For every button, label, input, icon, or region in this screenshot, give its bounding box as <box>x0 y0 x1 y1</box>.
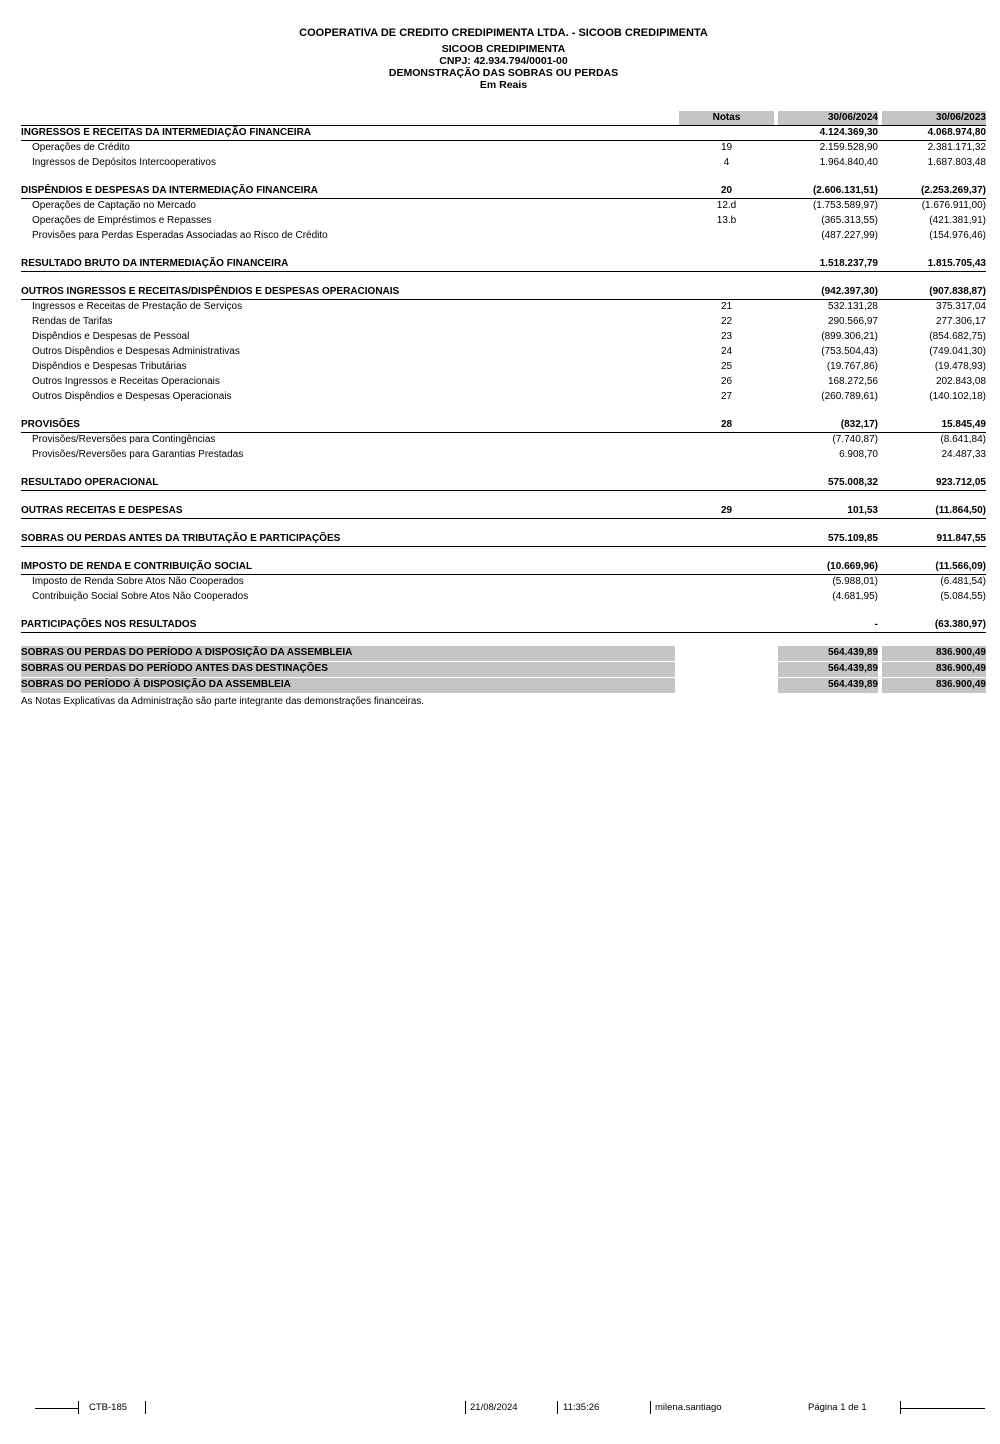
row-value-2023: (5.084,55) <box>940 591 986 602</box>
row-label <box>21 491 675 504</box>
footnote: As Notas Explicativas da Administração são parte integrante das demonstrações financeiras. <box>21 696 424 707</box>
table-row <box>21 476 986 491</box>
row-nota: 22 <box>720 316 733 327</box>
table-row <box>21 214 986 229</box>
row-label: PROVISÕES <box>21 419 80 430</box>
cnpj: CNPJ: 42.934.794/0001-00 <box>439 55 568 67</box>
table-row <box>21 345 986 360</box>
statement-table-body <box>21 126 986 693</box>
row-value-2023: 923.712,05 <box>935 477 986 488</box>
row-label: RESULTADO OPERACIONAL <box>21 477 159 488</box>
row-label: SOBRAS OU PERDAS DO PERÍODO ANTES DAS DESTINAÇÕES <box>21 662 675 677</box>
row-value-2023: 1.815.705,43 <box>927 258 986 269</box>
row-value-2023 <box>882 519 986 532</box>
row-label: Outros Dispêndios e Despesas Operacionais <box>32 391 232 402</box>
row-label <box>21 547 675 560</box>
row-nota <box>679 257 774 271</box>
footer-rule-left <box>35 1408 78 1409</box>
footer-time: 11:35:26 <box>563 1402 600 1413</box>
header-label-cell <box>21 111 675 125</box>
footer-tick <box>145 1401 146 1414</box>
currency-label: Em Reais <box>479 79 528 91</box>
row-value-2023: (63.380,97) <box>934 619 986 630</box>
page-footer <box>0 1400 1000 1416</box>
row-value-2023: (6.481,54) <box>940 576 986 587</box>
table-row <box>21 418 986 433</box>
row-value-2024 <box>778 272 878 285</box>
row-value-2023: 202.843,08 <box>935 376 986 387</box>
row-nota <box>679 590 774 605</box>
row-value-2024: (365.313,55) <box>821 215 878 226</box>
row-label: Operações de Captação no Mercado <box>32 200 196 211</box>
row-nota <box>679 646 774 661</box>
row-value-2023 <box>882 605 986 618</box>
row-value-2024: 1.964.840,40 <box>819 157 878 168</box>
table-row <box>21 272 986 285</box>
row-nota <box>679 285 774 299</box>
row-value-2024 <box>778 605 878 618</box>
row-value-2024: (10.669,96) <box>826 561 878 572</box>
row-value-2024: (753.504,43) <box>821 346 878 357</box>
row-label: OUTROS INGRESSOS E RECEITAS/DISPÊNDIOS E DESPESAS OPERACIONAIS <box>21 286 400 297</box>
table-row <box>21 244 986 257</box>
row-label <box>21 405 675 418</box>
row-value-2024: - <box>874 619 878 630</box>
row-label: OUTRAS RECEITAS E DESPESAS <box>21 505 183 516</box>
row-value-2024 <box>778 244 878 257</box>
footer-rule-right <box>900 1408 985 1409</box>
column-header-2024: 30/06/2024 <box>778 111 878 125</box>
row-value-2023: 24.487,33 <box>941 449 986 460</box>
row-label: SOBRAS OU PERDAS ANTES DA TRIBUTAÇÃO E PARTICIPAÇÕES <box>21 533 341 544</box>
report-header <box>21 0 986 91</box>
table-row <box>21 590 986 605</box>
row-label: SOBRAS DO PERÍODO À DISPOSIÇÃO DA ASSEMBLEIA <box>21 678 675 693</box>
table-row <box>21 448 986 463</box>
row-nota <box>679 229 774 244</box>
row-value-2023: 836.900,49 <box>882 662 986 677</box>
row-nota <box>679 405 774 418</box>
row-value-2024 <box>778 463 878 476</box>
row-value-2023 <box>882 171 986 184</box>
row-nota: 25 <box>720 361 733 372</box>
row-value-2024: (2.606.131,51) <box>812 185 878 196</box>
row-label: RESULTADO BRUTO DA INTERMEDIAÇÃO FINANCEIRA <box>21 258 289 269</box>
row-value-2023: (140.102,18) <box>929 391 986 402</box>
table-row <box>21 433 986 448</box>
row-nota: 20 <box>720 185 733 196</box>
row-value-2023: 1.687.803,48 <box>927 157 986 168</box>
row-nota <box>679 532 774 546</box>
row-nota <box>679 272 774 285</box>
row-value-2023: (19.478,93) <box>934 361 986 372</box>
row-value-2023 <box>882 547 986 560</box>
table-row <box>21 618 986 633</box>
row-nota: 13.b <box>716 215 737 226</box>
row-value-2023: (11.566,09) <box>935 561 986 572</box>
row-value-2024: (19.767,86) <box>826 361 878 372</box>
row-value-2024: (1.753.589,97) <box>812 200 878 211</box>
table-row <box>21 633 986 646</box>
row-label: INGRESSOS E RECEITAS DA INTERMEDIAÇÃO FINANCEIRA <box>21 127 312 138</box>
table-row <box>21 171 986 184</box>
row-nota <box>679 244 774 257</box>
report-title: DEMONSTRAÇÃO DAS SOBRAS OU PERDAS <box>388 67 619 79</box>
row-nota <box>679 491 774 504</box>
row-value-2024 <box>778 171 878 184</box>
row-value-2024: (899.306,21) <box>821 331 878 342</box>
footer-user: milena.santiago <box>655 1402 722 1413</box>
row-label: Provisões/Reversões para Contingências <box>32 434 216 445</box>
row-nota <box>679 560 774 574</box>
row-value-2023 <box>882 491 986 504</box>
table-row <box>21 547 986 560</box>
row-nota <box>679 605 774 618</box>
row-value-2024: (7.740,87) <box>832 434 878 445</box>
row-value-2023: 911.847,55 <box>936 533 986 544</box>
row-value-2023: 4.068.974,80 <box>927 127 986 138</box>
row-nota <box>679 633 774 646</box>
row-label <box>21 272 675 285</box>
row-label: Outros Ingressos e Receitas Operacionais <box>32 376 220 387</box>
row-label: IMPOSTO DE RENDA E CONTRIBUIÇÃO SOCIAL <box>21 561 253 572</box>
table-row <box>21 405 986 418</box>
row-nota: 21 <box>720 301 733 312</box>
row-nota <box>679 463 774 476</box>
row-label <box>21 519 675 532</box>
row-label <box>21 244 675 257</box>
footer-code: CTB-185 <box>89 1402 128 1413</box>
row-value-2024: 290.566,97 <box>827 316 878 327</box>
row-label: Imposto de Renda Sobre Atos Não Cooperados <box>32 576 244 587</box>
table-row <box>21 519 986 532</box>
row-nota <box>679 519 774 532</box>
report-page <box>21 0 986 708</box>
row-value-2023: 836.900,49 <box>882 678 986 693</box>
table-row <box>21 390 986 405</box>
row-label: Rendas de Tarifas <box>32 316 113 327</box>
table-row <box>21 662 986 677</box>
row-label <box>21 633 675 646</box>
row-label: DISPÊNDIOS E DESPESAS DA INTERMEDIAÇÃO FINANCEIRA <box>21 185 318 196</box>
column-header-notas: Notas <box>679 111 774 125</box>
column-header-2023: 30/06/2023 <box>882 111 986 125</box>
table-row <box>21 315 986 330</box>
row-value-2024: 575.008,32 <box>827 477 878 488</box>
footer-tick <box>650 1401 651 1414</box>
row-value-2023: 375.317,04 <box>935 301 986 312</box>
entity-name: SICOOB CREDIPIMENTA <box>441 43 566 55</box>
table-row <box>21 646 986 661</box>
row-value-2023 <box>882 463 986 476</box>
table-row <box>21 229 986 244</box>
table-row <box>21 491 986 504</box>
row-label: Ingressos e Receitas de Prestação de Serviços <box>32 301 243 312</box>
row-value-2023: (854.682,75) <box>929 331 986 342</box>
row-label: Operações de Crédito <box>32 142 130 153</box>
row-value-2023 <box>882 244 986 257</box>
row-value-2023: (11.864,50) <box>935 505 986 516</box>
row-value-2023: (907.838,87) <box>929 286 986 297</box>
table-row <box>21 257 986 272</box>
table-row <box>21 560 986 575</box>
footer-tick <box>78 1401 79 1414</box>
row-nota <box>679 662 774 677</box>
row-nota: 27 <box>720 391 733 402</box>
row-label: PARTICIPAÇÕES NOS RESULTADOS <box>21 619 197 630</box>
row-nota: 23 <box>720 331 733 342</box>
row-value-2024 <box>778 547 878 560</box>
row-value-2024: (5.988,01) <box>832 576 878 587</box>
row-label <box>21 171 675 184</box>
table-row <box>21 141 986 156</box>
row-value-2024 <box>778 633 878 646</box>
row-value-2024: 564.439,89 <box>778 678 878 693</box>
table-row <box>21 199 986 214</box>
row-nota: 26 <box>720 376 733 387</box>
footer-page-number: Página 1 de 1 <box>808 1402 867 1413</box>
row-label: Dispêndios e Despesas de Pessoal <box>32 331 190 342</box>
row-nota: 19 <box>720 142 733 153</box>
row-value-2024: 6.908,70 <box>839 449 878 460</box>
row-label: Dispêndios e Despesas Tributárias <box>32 361 187 372</box>
table-row <box>21 605 986 618</box>
row-label: Provisões/Reversões para Garantias Prestadas <box>32 449 244 460</box>
row-value-2023: 15.845,49 <box>941 419 986 430</box>
row-nota: 29 <box>720 505 733 516</box>
row-value-2023: (749.041,30) <box>929 346 986 357</box>
row-label: Provisões para Perdas Esperadas Associadas ao Risco de Crédito <box>32 230 328 241</box>
row-value-2024: 168.272,56 <box>827 376 878 387</box>
table-row <box>21 156 986 171</box>
row-value-2024 <box>778 519 878 532</box>
row-nota: 28 <box>720 419 733 430</box>
row-value-2024 <box>778 491 878 504</box>
row-label <box>21 463 675 476</box>
row-value-2024: 564.439,89 <box>778 662 878 677</box>
footer-tick <box>557 1401 558 1414</box>
row-value-2024 <box>778 405 878 418</box>
table-row <box>21 126 986 141</box>
row-value-2023 <box>882 272 986 285</box>
row-value-2024: (942.397,30) <box>821 286 878 297</box>
row-value-2023: 277.306,17 <box>935 316 986 327</box>
row-value-2024: 532.131,28 <box>827 301 878 312</box>
row-value-2024: (260.789,61) <box>821 391 878 402</box>
row-value-2023 <box>882 405 986 418</box>
table-row <box>21 575 986 590</box>
row-nota <box>679 476 774 490</box>
table-row <box>21 330 986 345</box>
row-label: Ingressos de Depósitos Intercooperativos <box>32 157 216 168</box>
footer-date: 21/08/2024 <box>470 1402 518 1413</box>
table-row <box>21 360 986 375</box>
row-label <box>21 605 675 618</box>
table-row <box>21 184 986 199</box>
row-nota <box>679 575 774 590</box>
footer-tick <box>465 1401 466 1414</box>
table-header-row <box>21 111 986 126</box>
row-nota: 24 <box>720 346 733 357</box>
row-value-2023: (8.641,84) <box>940 434 986 445</box>
row-value-2024: 4.124.369,30 <box>819 127 878 138</box>
row-value-2023: (154.976,46) <box>929 230 986 241</box>
row-value-2023: (421.381,91) <box>929 215 986 226</box>
table-row <box>21 678 986 693</box>
row-nota <box>679 678 774 693</box>
row-value-2024: (4.681,95) <box>832 591 878 602</box>
row-value-2024: 2.159.528,90 <box>819 142 878 153</box>
company-name: COOPERATIVA DE CREDITO CREDIPIMENTA LTDA. - SICOOB CREDIPIMENTA <box>299 27 708 39</box>
table-row <box>21 532 986 547</box>
table-row <box>21 504 986 519</box>
row-nota <box>679 448 774 463</box>
row-nota <box>679 618 774 632</box>
table-row <box>21 285 986 300</box>
row-value-2023: 836.900,49 <box>882 646 986 661</box>
row-nota: 12.d <box>716 200 737 211</box>
row-nota <box>679 433 774 448</box>
row-value-2023: 2.381.171,32 <box>927 142 986 153</box>
row-nota <box>679 547 774 560</box>
row-label: Operações de Empréstimos e Repasses <box>32 215 212 226</box>
statement-table <box>21 111 986 693</box>
row-value-2024: (487.227,99) <box>821 230 878 241</box>
row-value-2024: (832,17) <box>840 419 878 430</box>
row-value-2024: 101,53 <box>847 505 878 516</box>
row-value-2023: (1.676.911,00) <box>921 200 986 211</box>
table-row <box>21 300 986 315</box>
row-label: Outros Dispêndios e Despesas Administrativas <box>32 346 240 357</box>
row-value-2024: 564.439,89 <box>778 646 878 661</box>
row-label: Contribuição Social Sobre Atos Não Cooperados <box>32 591 249 602</box>
row-value-2023 <box>882 633 986 646</box>
row-nota <box>679 126 774 140</box>
row-label: SOBRAS OU PERDAS DO PERÍODO A DISPOSIÇÃO DA ASSEMBLEIA <box>21 646 675 661</box>
table-row <box>21 375 986 390</box>
table-row <box>21 463 986 476</box>
row-nota: 4 <box>723 157 730 168</box>
row-value-2023: (2.253.269,37) <box>920 185 986 196</box>
row-value-2024: 1.518.237,79 <box>819 258 878 269</box>
row-nota <box>679 171 774 184</box>
row-value-2024: 575.109,85 <box>827 533 878 544</box>
